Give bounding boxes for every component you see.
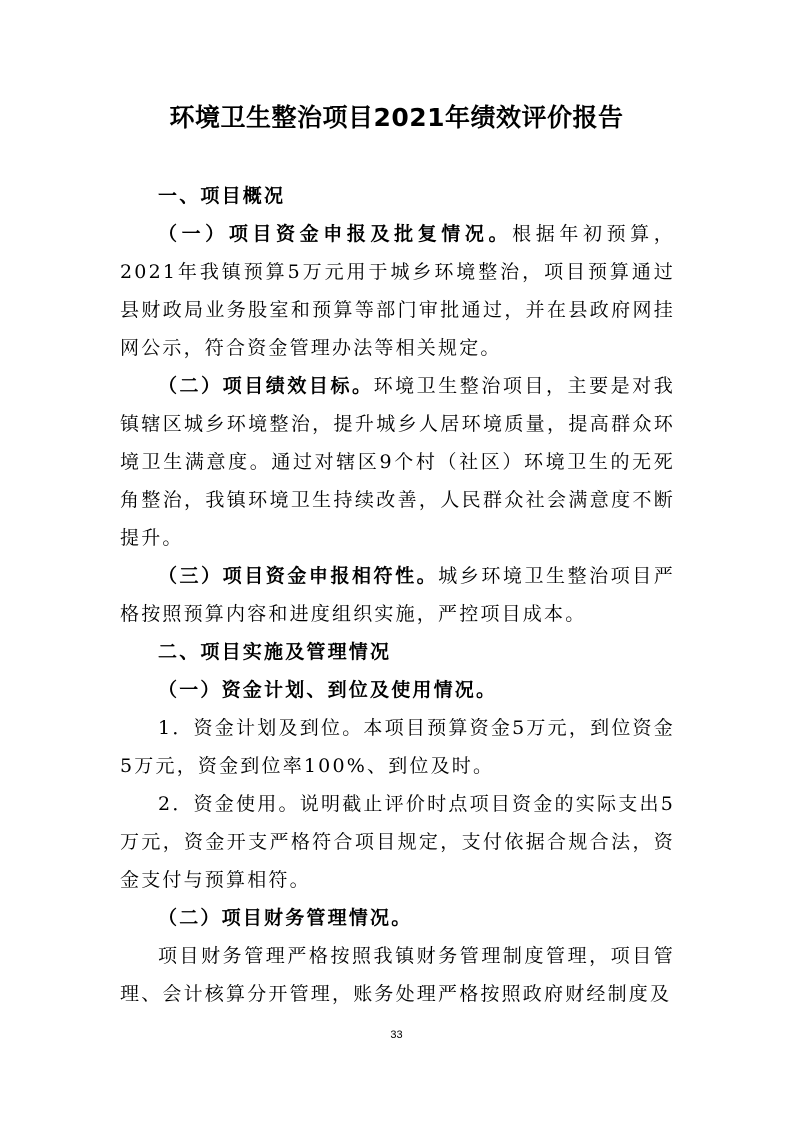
section-heading: 二、项目实施及管理情况 (158, 641, 392, 663)
paragraph (120, 367, 675, 557)
section-heading: 一、项目概况 (158, 185, 286, 207)
page-number: 33 (390, 1029, 403, 1041)
paragraph: 2．资金使用。说明截止评价时点项目资金的实际支出5万元，资金开支严格符合项目规定，支付依据合规合法，资金支付与预算相符。 (120, 793, 675, 891)
paragraph-lead: （三）项目资金申报相符性。 (158, 565, 439, 587)
document-body (120, 177, 675, 1013)
paragraph-lead: （二）项目绩效目标。 (158, 375, 374, 397)
paragraph-text: 城乡环境卫生整治项目严格按照预算内容和进度组织实施，严控项目成本。 (120, 565, 675, 625)
paragraph: 1．资金计划及到位。本项目预算资金5万元，到位资金5万元，资金到位率100%、到位及时。 (120, 717, 675, 777)
paragraph: 项目财务管理严格按照我镇财务管理制度管理，项目管理、会计核算分开管理，账务处理严格按照政府财经制度及 (120, 945, 675, 1005)
paragraph (120, 215, 675, 367)
paragraph-lead: （一）项目资金申报及批复情况。 (158, 223, 513, 245)
paragraph-text: 环境卫生整治项目，主要是对我镇辖区城乡环境整治，提升城乡人居环境质量，提高群众环境卫生满意度。通过对辖区9个村（社区）环境卫生的无死角整治，我镇环境卫生持续改善，人民群众社会满意度不断提升。 (120, 375, 675, 549)
paragraph-text: 根据年初预算，2021年我镇预算5万元用于城乡环境整治，项目预算通过县财政局业务股室和预算等部门审批通过，并在县政府网挂网公示，符合资金管理办法等相关规定。 (120, 223, 675, 359)
page-title: 环境卫生整治项目2021年绩效评价报告 (169, 103, 624, 132)
subsection-heading: （二）项目财务管理情况。 (158, 907, 413, 929)
subsection-heading: （一）资金计划、到位及使用情况。 (158, 679, 498, 701)
paragraph (120, 557, 675, 633)
